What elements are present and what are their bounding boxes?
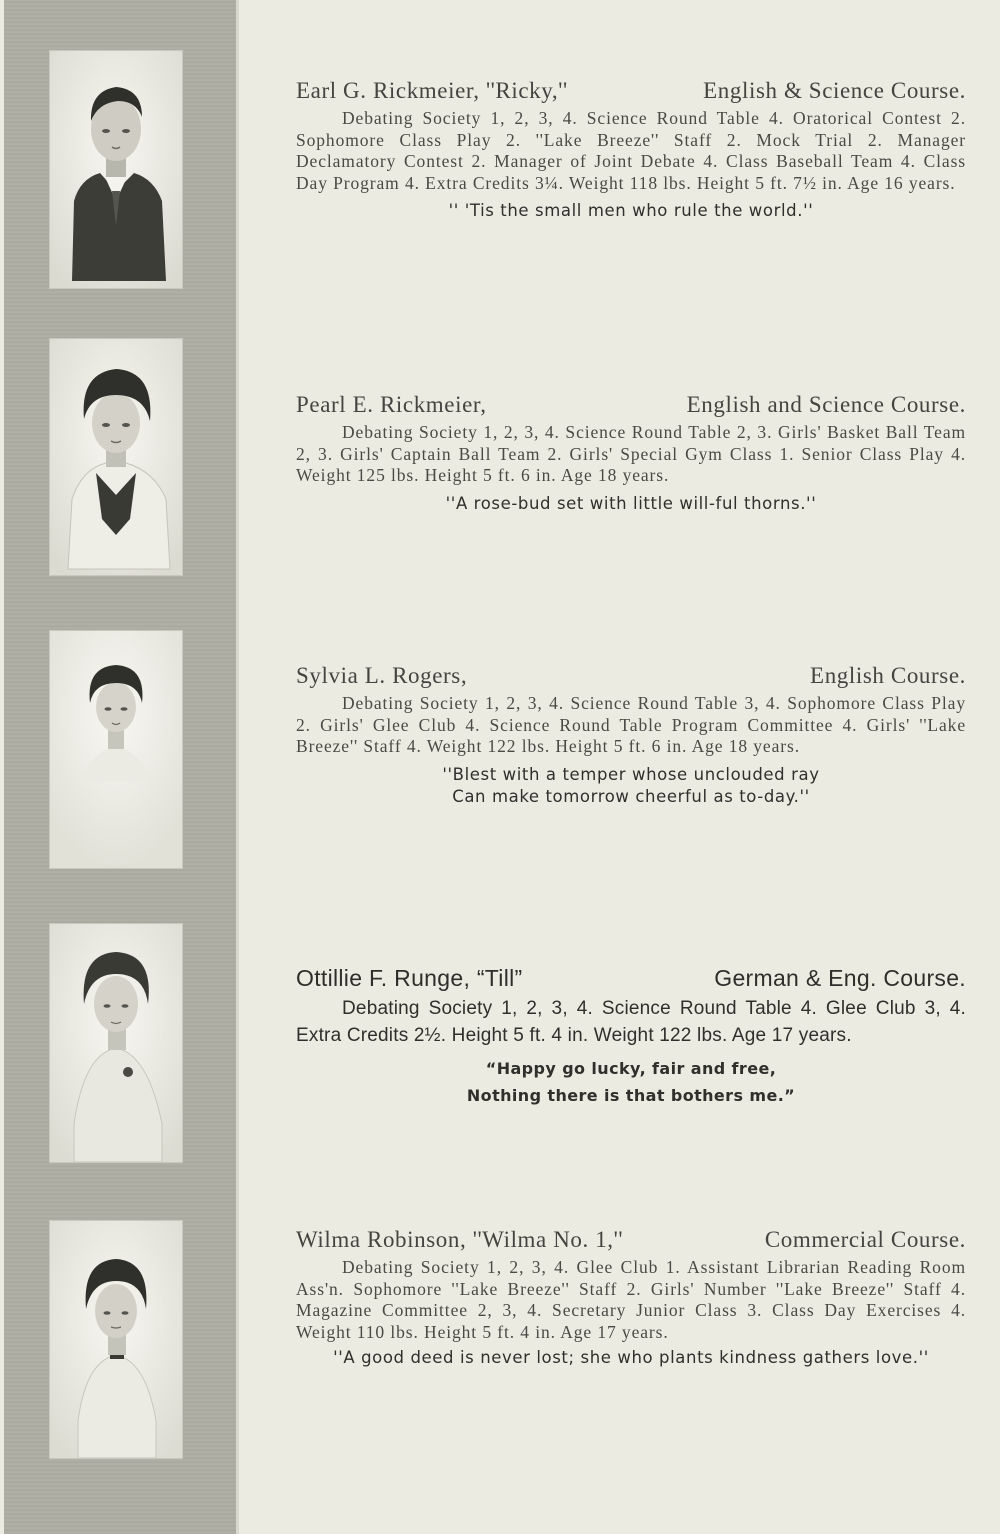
motto-quote <box>296 493 966 515</box>
student-name: Pearl E. Rickmeier, <box>296 392 487 417</box>
entry-header <box>296 391 966 419</box>
activities-text: Debating Society 1, 2, 3, 4. Science Round Table 3, 4. Sophomore Class Play 2. Girls' Glee Club 4. Science Round Table Program Committee 4. Girls' ''Lake Breeze'' Staff 4. Weight 122 lbs. Height 5 ft. 6 in. Age 18 years. <box>296 693 966 757</box>
motto-quote <box>296 1055 966 1109</box>
portrait-pearl-illustration <box>50 339 182 575</box>
motto-quote <box>296 1347 966 1369</box>
quote-line: Nothing there is that bothers me.” <box>466 1086 796 1105</box>
activities-text: Debating Society 1, 2, 3, 4. Science Round Table 2, 3. Girls' Basket Ball Team 2, 3. Girls' Captain Ball Team 2. Girls' Special Gym Class 1. Senior Class Play 4. Weight 125 lbs. Height 5 ft. 6 in. Age 18 years. <box>296 422 966 486</box>
entry-wilma <box>296 1226 966 1369</box>
portrait-wilma-illustration <box>50 1221 182 1458</box>
course-name: English Course. <box>810 663 966 688</box>
course-name: Commercial Course. <box>764 1227 966 1252</box>
student-name: Earl G. Rickmeier, ''Ricky,'' <box>296 78 568 103</box>
entry-header <box>296 1226 966 1254</box>
quote-line: ''Blest with a temper whose unclouded ray <box>442 764 820 784</box>
quote-line: '' 'Tis the small men who rule the world.'' <box>448 201 814 221</box>
course-name: English and Science Course. <box>686 392 966 417</box>
student-name: Wilma Robinson, ''Wilma No. 1,'' <box>296 1227 624 1252</box>
motto-quote <box>296 764 966 808</box>
portrait-photo-pearl <box>50 339 182 575</box>
portrait-earl-illustration <box>50 51 182 288</box>
entry-header <box>296 662 966 690</box>
activities-text: Debating Society 1, 2, 3, 4. Science Round Table 4. Oratorical Contest 2. Sophomore Class Play 2. ''Lake Breeze'' Staff 2. Mock Trial 2. Manager Declamatory Contest 2. Manager of Joint Debate 4. Class Baseball Team 4. Class Day Program 4. Extra Credits 3¼. Weight 118 lbs. Height 5 ft. 7½ in. Age 16 years. <box>296 108 966 193</box>
quote-line: ''A good deed is never lost; she who plants kindness gathers love.'' <box>333 1348 929 1368</box>
course-name: English & Science Course. <box>703 78 966 103</box>
quote-line: Can make tomorrow cheerful as to-day.'' <box>452 786 810 806</box>
quote-line: ''A rose-bud set with little will-ful thorns.'' <box>445 493 817 513</box>
course-name: German & Eng. Course. <box>714 965 966 991</box>
student-name: Ottillie F. Runge, “Till” <box>296 965 523 991</box>
portrait-photo-sylvia <box>50 631 182 868</box>
strip-edge <box>236 0 239 1534</box>
entry-pearl <box>296 391 966 515</box>
entry-ottillie <box>296 964 966 1109</box>
portrait-photo-earl <box>50 51 182 288</box>
portrait-photo-ottillie <box>50 924 182 1162</box>
portrait-photo-wilma <box>50 1221 182 1458</box>
activities-text: Debating Society 1, 2, 3, 4. Science Round Table 4. Glee Club 3, 4. Extra Credits 2½. Height 5 ft. 4 in. Weight 122 lbs. Age 17 years. <box>296 998 966 1046</box>
activities-text: Debating Society 1, 2, 3, 4. Glee Club 1. Assistant Librarian Reading Room Ass'n. Sophomore ''Lake Breeze'' Staff 2. Girls' Number ''Lake Breeze'' Staff 4. Magazine Committee 2, 3, 4. Secretary Junior Class 3. Class Day Exercises 4. Weight 110 lbs. Height 5 ft. 4 in. Age 17 years. <box>296 1257 966 1342</box>
motto-quote <box>296 200 966 222</box>
entry-earl <box>296 77 966 222</box>
entry-header <box>296 77 966 105</box>
entry-header <box>296 964 966 992</box>
portrait-sylvia-illustration <box>50 631 182 868</box>
student-name: Sylvia L. Rogers, <box>296 663 468 688</box>
entry-sylvia <box>296 662 966 808</box>
portrait-ottillie-illustration <box>50 924 182 1162</box>
quote-line: “Happy go lucky, fair and free, <box>485 1059 777 1078</box>
